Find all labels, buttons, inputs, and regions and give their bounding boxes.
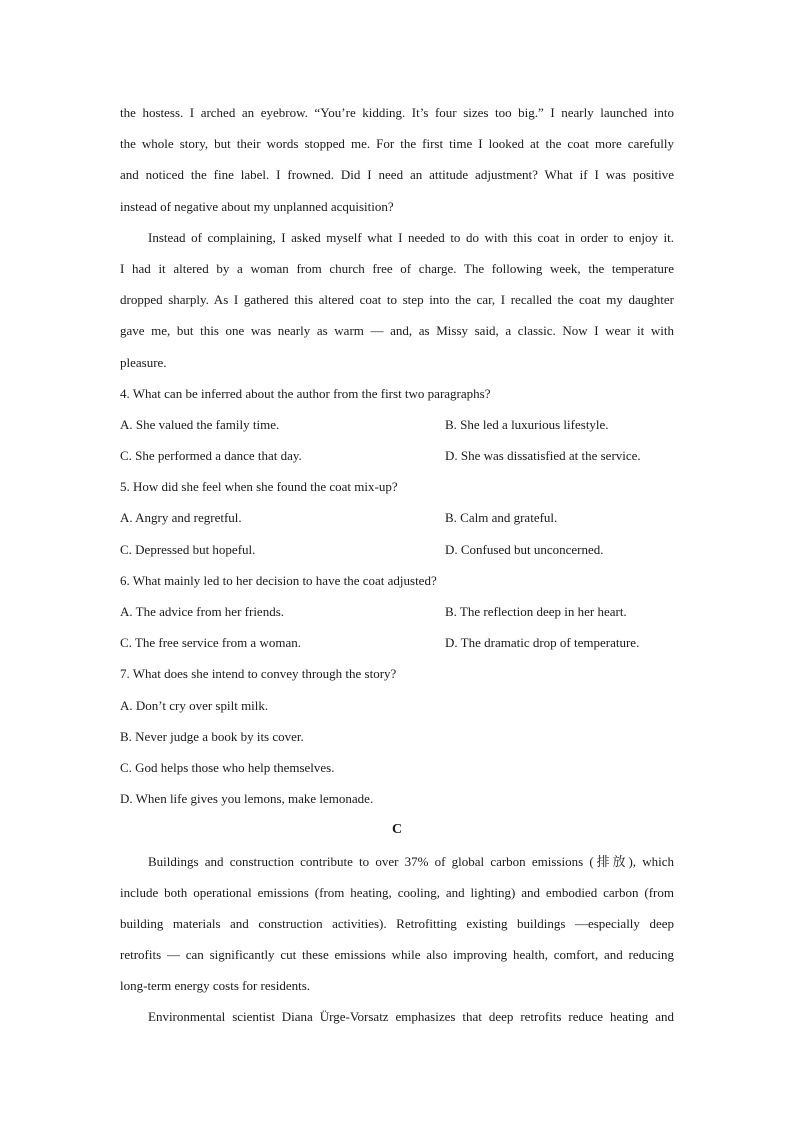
- question-stem: 6. What mainly led to her decision to have the coat adjusted?: [120, 572, 437, 588]
- option-c: C. Depressed but hopeful.: [120, 541, 256, 557]
- option-row: [120, 440, 674, 471]
- option-c: C. She performed a dance that day.: [120, 448, 302, 464]
- body-line: pleasure.: [120, 354, 167, 370]
- option-row: [120, 409, 674, 440]
- option-row: [120, 627, 674, 658]
- option-d: D. Confused but unconcerned.: [445, 541, 604, 557]
- document-page: [120, 97, 674, 1033]
- question-stem: 4. What can be inferred about the author from the first two paragraphs?: [120, 385, 491, 401]
- option-b: B. Never judge a book by its cover.: [120, 728, 304, 744]
- body-line: I had it altered by a woman from church free of charge. The following week, the temperature: [120, 260, 674, 276]
- option-d: D. The dramatic drop of temperature.: [445, 635, 640, 651]
- option-c: C. The free service from a woman.: [120, 635, 301, 651]
- question-stem: 5. How did she feel when she found the coat mix-up?: [120, 479, 398, 495]
- option-b: B. Calm and grateful.: [445, 510, 558, 526]
- body-line: gave me, but this one was nearly as warm — and, as Missy said, a classic. Now I wear it with: [120, 323, 674, 339]
- body-line: Buildings and construction contribute to over 37% of global carbon emissions (排放), which: [148, 853, 674, 869]
- body-line: dropped sharply. As I gathered this altered coat to step into the car, I recalled the coat my daughter: [120, 292, 674, 308]
- body-line: Instead of complaining, I asked myself what I needed to do with this coat in order to enjoy it.: [148, 229, 674, 245]
- option-row: [120, 534, 674, 565]
- body-line: include both operational emissions (from heating, cooling, and lighting) and embodied carbon (from: [120, 884, 674, 900]
- option-a: A. Angry and regretful.: [120, 510, 242, 526]
- question-stem: 7. What does she intend to convey through the story?: [120, 666, 397, 682]
- option-row: [120, 502, 674, 533]
- option-a: A. She valued the family time.: [120, 416, 280, 432]
- option-b: B. She led a luxurious lifestyle.: [445, 416, 609, 432]
- section-heading: C: [391, 822, 403, 838]
- body-line: and noticed the fine label. I frowned. Did I need an attitude adjustment? What if I was positive: [120, 167, 674, 183]
- option-c: C. God helps those who help themselves.: [120, 759, 335, 775]
- option-b: B. The reflection deep in her heart.: [445, 604, 627, 619]
- body-line: retrofits — can significantly cut these emissions while also improving health, comfort, and reducing: [120, 947, 674, 963]
- option-row: [120, 596, 674, 627]
- body-line: the hostess. I arched an eyebrow. “You’re kidding. It’s four sizes too big.” I nearly launched into: [120, 105, 674, 120]
- option-a: A. The advice from her friends.: [120, 604, 285, 619]
- option-a: A. Don’t cry over spilt milk.: [120, 697, 269, 713]
- option-d: D. When life gives you lemons, make lemonade.: [120, 791, 374, 807]
- body-line: the whole story, but their words stopped me. For the first time I looked at the coat more carefully: [120, 136, 674, 152]
- body-line: instead of negative about my unplanned acquisition?: [120, 198, 394, 214]
- body-line: long-term energy costs for residents.: [120, 978, 311, 994]
- option-d: D. She was dissatisfied at the service.: [445, 448, 641, 464]
- body-line: building materials and construction activities). Retrofitting existing buildings —especially deep: [120, 915, 674, 931]
- body-line: Environmental scientist Diana Ürge-Vorsatz emphasizes that deep retrofits reduce heating and: [148, 1009, 674, 1025]
